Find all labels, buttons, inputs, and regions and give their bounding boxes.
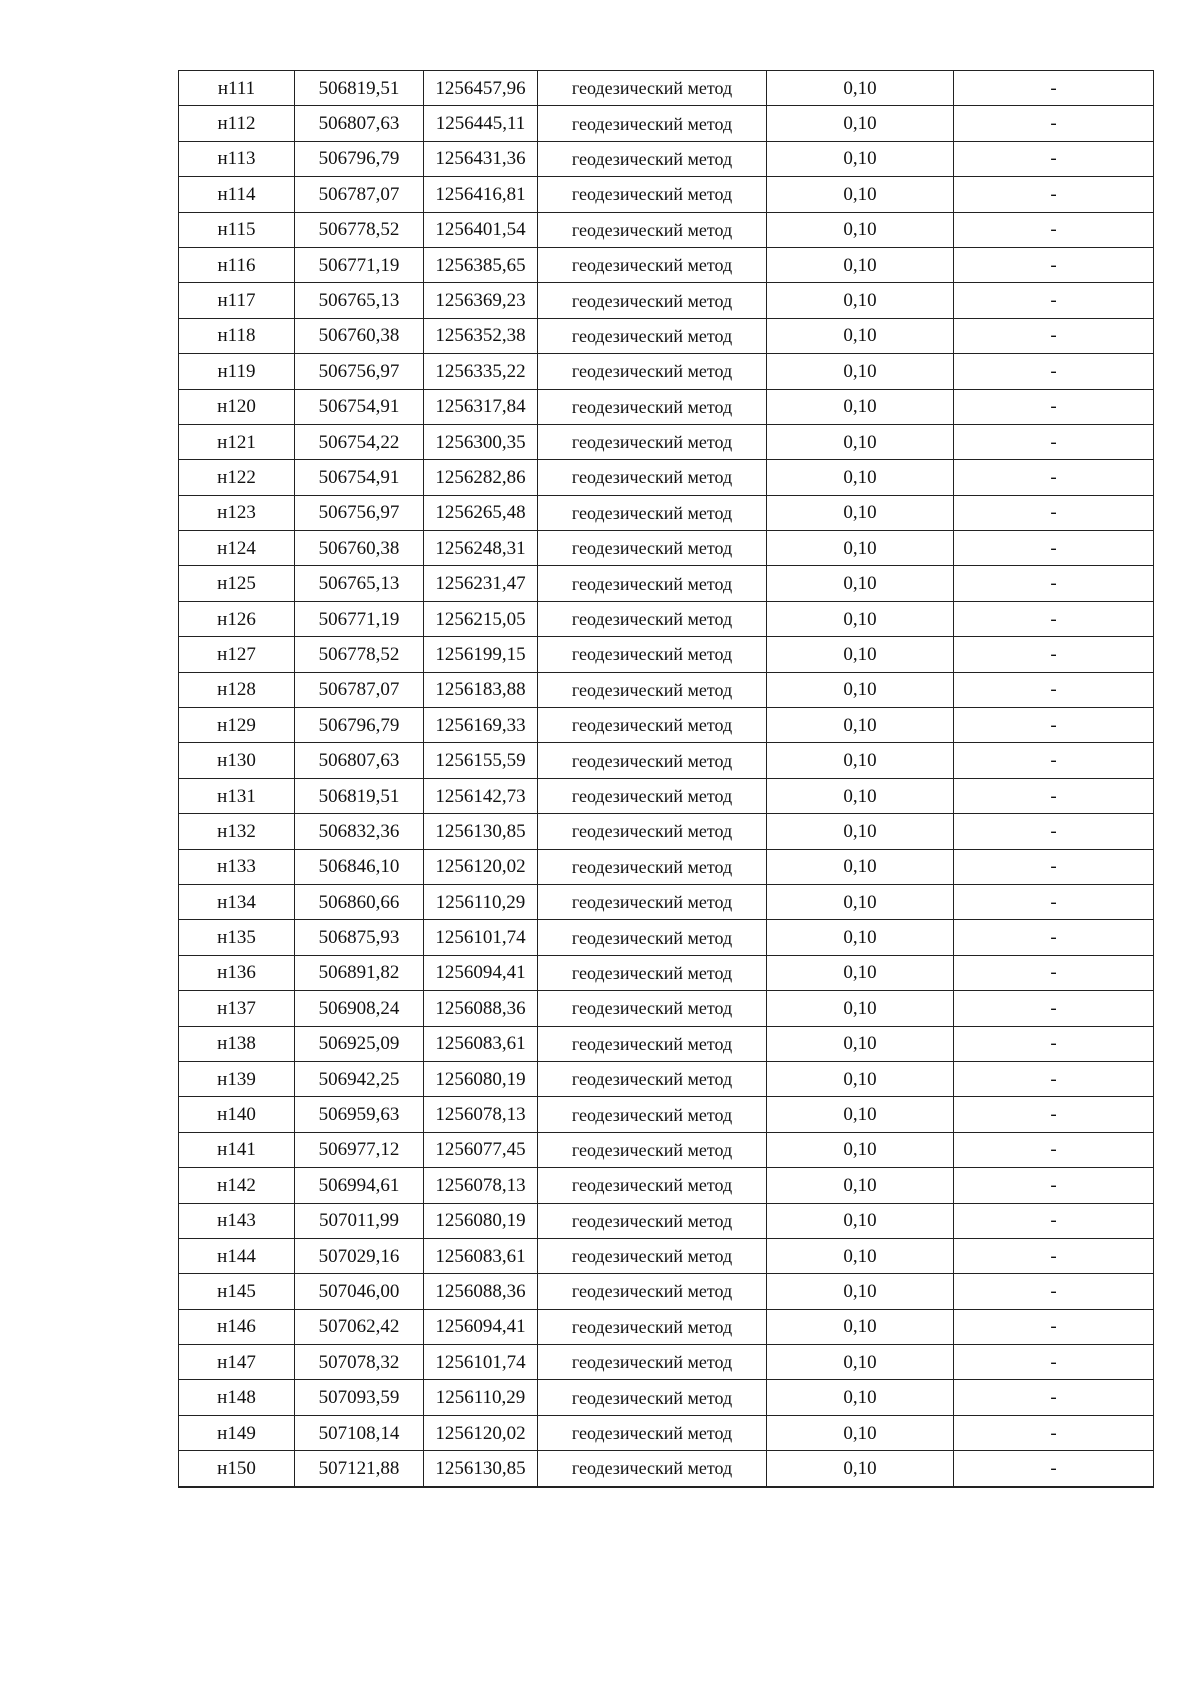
y-coordinate-cell: 1256215,05 <box>424 601 538 636</box>
x-coordinate-cell: 506959,63 <box>295 1097 424 1132</box>
point-number-cell: н119 <box>179 354 295 389</box>
method-cell: геодезический метод <box>538 1415 767 1450</box>
y-coordinate-cell: 1256231,47 <box>424 566 538 601</box>
table-row <box>179 1451 1154 1487</box>
method-cell: геодезический метод <box>538 283 767 318</box>
x-coordinate-cell: 507093,59 <box>295 1380 424 1415</box>
point-number-cell: н147 <box>179 1345 295 1380</box>
note-cell: - <box>954 814 1154 849</box>
point-number-cell: н142 <box>179 1168 295 1203</box>
x-coordinate-cell: 506807,63 <box>295 106 424 141</box>
method-cell: геодезический метод <box>538 1203 767 1238</box>
table-row <box>179 495 1154 530</box>
y-coordinate-cell: 1256088,36 <box>424 1274 538 1309</box>
x-coordinate-cell: 507011,99 <box>295 1203 424 1238</box>
point-number-cell: н116 <box>179 247 295 282</box>
x-coordinate-cell: 507062,42 <box>295 1309 424 1344</box>
note-cell: - <box>954 637 1154 672</box>
y-coordinate-cell: 1256101,74 <box>424 920 538 955</box>
point-number-cell: н145 <box>179 1274 295 1309</box>
accuracy-cell: 0,10 <box>767 1274 954 1309</box>
accuracy-cell: 0,10 <box>767 106 954 141</box>
y-coordinate-cell: 1256431,36 <box>424 141 538 176</box>
x-coordinate-cell: 506819,51 <box>295 778 424 813</box>
point-number-cell: н121 <box>179 424 295 459</box>
point-number-cell: н128 <box>179 672 295 707</box>
point-number-cell: н122 <box>179 460 295 495</box>
x-coordinate-cell: 506860,66 <box>295 884 424 919</box>
accuracy-cell: 0,10 <box>767 1451 954 1487</box>
note-cell: - <box>954 991 1154 1026</box>
point-number-cell: н132 <box>179 814 295 849</box>
note-cell: - <box>954 1238 1154 1273</box>
y-coordinate-cell: 1256094,41 <box>424 1309 538 1344</box>
x-coordinate-cell: 507108,14 <box>295 1415 424 1450</box>
note-cell: - <box>954 849 1154 884</box>
point-number-cell: н126 <box>179 601 295 636</box>
table-row <box>179 531 1154 566</box>
note-cell: - <box>954 566 1154 601</box>
accuracy-cell: 0,10 <box>767 389 954 424</box>
coordinates-table <box>178 70 1154 1488</box>
y-coordinate-cell: 1256335,22 <box>424 354 538 389</box>
method-cell: геодезический метод <box>538 212 767 247</box>
note-cell: - <box>954 318 1154 353</box>
y-coordinate-cell: 1256110,29 <box>424 1380 538 1415</box>
accuracy-cell: 0,10 <box>767 531 954 566</box>
x-coordinate-cell: 506807,63 <box>295 743 424 778</box>
point-number-cell: н130 <box>179 743 295 778</box>
accuracy-cell: 0,10 <box>767 1132 954 1167</box>
method-cell: геодезический метод <box>538 460 767 495</box>
note-cell: - <box>954 1168 1154 1203</box>
method-cell: геодезический метод <box>538 1309 767 1344</box>
accuracy-cell: 0,10 <box>767 672 954 707</box>
method-cell: геодезический метод <box>538 1274 767 1309</box>
y-coordinate-cell: 1256183,88 <box>424 672 538 707</box>
accuracy-cell: 0,10 <box>767 601 954 636</box>
method-cell: геодезический метод <box>538 601 767 636</box>
accuracy-cell: 0,10 <box>767 1026 954 1061</box>
note-cell: - <box>954 460 1154 495</box>
table-row <box>179 743 1154 778</box>
x-coordinate-cell: 506760,38 <box>295 531 424 566</box>
method-cell: геодезический метод <box>538 1132 767 1167</box>
method-cell: геодезический метод <box>538 1238 767 1273</box>
accuracy-cell: 0,10 <box>767 637 954 672</box>
note-cell: - <box>954 1451 1154 1487</box>
x-coordinate-cell: 506778,52 <box>295 212 424 247</box>
table-body <box>179 71 1154 1487</box>
x-coordinate-cell: 506787,07 <box>295 177 424 212</box>
accuracy-cell: 0,10 <box>767 141 954 176</box>
table-row <box>179 177 1154 212</box>
point-number-cell: н111 <box>179 71 295 106</box>
note-cell: - <box>954 495 1154 530</box>
note-cell: - <box>954 601 1154 636</box>
y-coordinate-cell: 1256088,36 <box>424 991 538 1026</box>
method-cell: геодезический метод <box>538 672 767 707</box>
method-cell: геодезический метод <box>538 1380 767 1415</box>
y-coordinate-cell: 1256130,85 <box>424 814 538 849</box>
note-cell: - <box>954 778 1154 813</box>
accuracy-cell: 0,10 <box>767 212 954 247</box>
x-coordinate-cell: 506891,82 <box>295 955 424 990</box>
table-row <box>179 672 1154 707</box>
point-number-cell: н135 <box>179 920 295 955</box>
table-row <box>179 283 1154 318</box>
method-cell: геодезический метод <box>538 1451 767 1487</box>
point-number-cell: н134 <box>179 884 295 919</box>
table-row <box>179 1274 1154 1309</box>
accuracy-cell: 0,10 <box>767 424 954 459</box>
y-coordinate-cell: 1256080,19 <box>424 1061 538 1096</box>
accuracy-cell: 0,10 <box>767 318 954 353</box>
x-coordinate-cell: 506908,24 <box>295 991 424 1026</box>
table-row <box>179 849 1154 884</box>
method-cell: геодезический метод <box>538 743 767 778</box>
y-coordinate-cell: 1256120,02 <box>424 849 538 884</box>
table-row <box>179 814 1154 849</box>
table-row <box>179 1309 1154 1344</box>
x-coordinate-cell: 506754,91 <box>295 389 424 424</box>
y-coordinate-cell: 1256083,61 <box>424 1238 538 1273</box>
x-coordinate-cell: 506778,52 <box>295 637 424 672</box>
x-coordinate-cell: 507078,32 <box>295 1345 424 1380</box>
note-cell: - <box>954 212 1154 247</box>
point-number-cell: н120 <box>179 389 295 424</box>
x-coordinate-cell: 506754,22 <box>295 424 424 459</box>
y-coordinate-cell: 1256416,81 <box>424 177 538 212</box>
x-coordinate-cell: 506771,19 <box>295 247 424 282</box>
note-cell: - <box>954 531 1154 566</box>
method-cell: геодезический метод <box>538 814 767 849</box>
note-cell: - <box>954 247 1154 282</box>
accuracy-cell: 0,10 <box>767 1168 954 1203</box>
x-coordinate-cell: 506765,13 <box>295 283 424 318</box>
y-coordinate-cell: 1256110,29 <box>424 884 538 919</box>
method-cell: геодезический метод <box>538 884 767 919</box>
x-coordinate-cell: 506819,51 <box>295 71 424 106</box>
table-row <box>179 884 1154 919</box>
table-row <box>179 247 1154 282</box>
note-cell: - <box>954 177 1154 212</box>
table-row <box>179 1345 1154 1380</box>
accuracy-cell: 0,10 <box>767 566 954 601</box>
x-coordinate-cell: 506771,19 <box>295 601 424 636</box>
x-coordinate-cell: 506977,12 <box>295 1132 424 1167</box>
note-cell: - <box>954 884 1154 919</box>
x-coordinate-cell: 506796,79 <box>295 141 424 176</box>
point-number-cell: н124 <box>179 531 295 566</box>
note-cell: - <box>954 1097 1154 1132</box>
method-cell: геодезический метод <box>538 247 767 282</box>
table-row <box>179 141 1154 176</box>
method-cell: геодезический метод <box>538 177 767 212</box>
note-cell: - <box>954 672 1154 707</box>
y-coordinate-cell: 1256199,15 <box>424 637 538 672</box>
point-number-cell: н139 <box>179 1061 295 1096</box>
point-number-cell: н117 <box>179 283 295 318</box>
y-coordinate-cell: 1256445,11 <box>424 106 538 141</box>
accuracy-cell: 0,10 <box>767 177 954 212</box>
note-cell: - <box>954 1415 1154 1450</box>
x-coordinate-cell: 507029,16 <box>295 1238 424 1273</box>
accuracy-cell: 0,10 <box>767 460 954 495</box>
note-cell: - <box>954 106 1154 141</box>
method-cell: геодезический метод <box>538 955 767 990</box>
y-coordinate-cell: 1256155,59 <box>424 743 538 778</box>
x-coordinate-cell: 506925,09 <box>295 1026 424 1061</box>
table-row <box>179 424 1154 459</box>
note-cell: - <box>954 1274 1154 1309</box>
method-cell: геодезический метод <box>538 708 767 743</box>
x-coordinate-cell: 506942,25 <box>295 1061 424 1096</box>
point-number-cell: н143 <box>179 1203 295 1238</box>
table-row <box>179 460 1154 495</box>
note-cell: - <box>954 354 1154 389</box>
note-cell: - <box>954 708 1154 743</box>
accuracy-cell: 0,10 <box>767 283 954 318</box>
accuracy-cell: 0,10 <box>767 247 954 282</box>
note-cell: - <box>954 955 1154 990</box>
method-cell: геодезический метод <box>538 1061 767 1096</box>
note-cell: - <box>954 1309 1154 1344</box>
y-coordinate-cell: 1256101,74 <box>424 1345 538 1380</box>
accuracy-cell: 0,10 <box>767 1238 954 1273</box>
table-row <box>179 601 1154 636</box>
accuracy-cell: 0,10 <box>767 1097 954 1132</box>
point-number-cell: н138 <box>179 1026 295 1061</box>
y-coordinate-cell: 1256248,31 <box>424 531 538 566</box>
x-coordinate-cell: 506765,13 <box>295 566 424 601</box>
table-row <box>179 566 1154 601</box>
y-coordinate-cell: 1256265,48 <box>424 495 538 530</box>
point-number-cell: н127 <box>179 637 295 672</box>
table-row <box>179 1203 1154 1238</box>
method-cell: геодезический метод <box>538 637 767 672</box>
y-coordinate-cell: 1256130,85 <box>424 1451 538 1487</box>
note-cell: - <box>954 141 1154 176</box>
table-row <box>179 71 1154 106</box>
method-cell: геодезический метод <box>538 1026 767 1061</box>
x-coordinate-cell: 507046,00 <box>295 1274 424 1309</box>
table-row <box>179 354 1154 389</box>
accuracy-cell: 0,10 <box>767 1380 954 1415</box>
point-number-cell: н129 <box>179 708 295 743</box>
x-coordinate-cell: 506796,79 <box>295 708 424 743</box>
accuracy-cell: 0,10 <box>767 743 954 778</box>
note-cell: - <box>954 1203 1154 1238</box>
note-cell: - <box>954 71 1154 106</box>
method-cell: геодезический метод <box>538 566 767 601</box>
point-number-cell: н140 <box>179 1097 295 1132</box>
y-coordinate-cell: 1256094,41 <box>424 955 538 990</box>
point-number-cell: н136 <box>179 955 295 990</box>
method-cell: геодезический метод <box>538 71 767 106</box>
point-number-cell: н149 <box>179 1415 295 1450</box>
accuracy-cell: 0,10 <box>767 1061 954 1096</box>
method-cell: геодезический метод <box>538 1168 767 1203</box>
table-row <box>179 212 1154 247</box>
y-coordinate-cell: 1256169,33 <box>424 708 538 743</box>
point-number-cell: н113 <box>179 141 295 176</box>
x-coordinate-cell: 506756,97 <box>295 495 424 530</box>
accuracy-cell: 0,10 <box>767 920 954 955</box>
y-coordinate-cell: 1256077,45 <box>424 1132 538 1167</box>
table-row <box>179 1132 1154 1167</box>
y-coordinate-cell: 1256317,84 <box>424 389 538 424</box>
method-cell: геодезический метод <box>538 778 767 813</box>
y-coordinate-cell: 1256457,96 <box>424 71 538 106</box>
y-coordinate-cell: 1256078,13 <box>424 1168 538 1203</box>
y-coordinate-cell: 1256142,73 <box>424 778 538 813</box>
y-coordinate-cell: 1256385,65 <box>424 247 538 282</box>
accuracy-cell: 0,10 <box>767 814 954 849</box>
x-coordinate-cell: 506875,93 <box>295 920 424 955</box>
accuracy-cell: 0,10 <box>767 1309 954 1344</box>
note-cell: - <box>954 389 1154 424</box>
table-row <box>179 1061 1154 1096</box>
table-row <box>179 708 1154 743</box>
y-coordinate-cell: 1256078,13 <box>424 1097 538 1132</box>
accuracy-cell: 0,10 <box>767 991 954 1026</box>
table-row <box>179 389 1154 424</box>
note-cell: - <box>954 424 1154 459</box>
note-cell: - <box>954 920 1154 955</box>
method-cell: геодезический метод <box>538 920 767 955</box>
x-coordinate-cell: 506754,91 <box>295 460 424 495</box>
x-coordinate-cell: 507121,88 <box>295 1451 424 1487</box>
point-number-cell: н141 <box>179 1132 295 1167</box>
note-cell: - <box>954 1380 1154 1415</box>
table-row <box>179 920 1154 955</box>
y-coordinate-cell: 1256401,54 <box>424 212 538 247</box>
y-coordinate-cell: 1256352,38 <box>424 318 538 353</box>
accuracy-cell: 0,10 <box>767 495 954 530</box>
x-coordinate-cell: 506787,07 <box>295 672 424 707</box>
accuracy-cell: 0,10 <box>767 884 954 919</box>
accuracy-cell: 0,10 <box>767 354 954 389</box>
accuracy-cell: 0,10 <box>767 1345 954 1380</box>
note-cell: - <box>954 1061 1154 1096</box>
point-number-cell: н114 <box>179 177 295 212</box>
table-row <box>179 637 1154 672</box>
accuracy-cell: 0,10 <box>767 1415 954 1450</box>
point-number-cell: н148 <box>179 1380 295 1415</box>
accuracy-cell: 0,10 <box>767 708 954 743</box>
table-row <box>179 1168 1154 1203</box>
method-cell: геодезический метод <box>538 141 767 176</box>
x-coordinate-cell: 506994,61 <box>295 1168 424 1203</box>
table-row <box>179 318 1154 353</box>
point-number-cell: н146 <box>179 1309 295 1344</box>
x-coordinate-cell: 506756,97 <box>295 354 424 389</box>
accuracy-cell: 0,10 <box>767 71 954 106</box>
method-cell: геодезический метод <box>538 1345 767 1380</box>
method-cell: геодезический метод <box>538 354 767 389</box>
note-cell: - <box>954 1026 1154 1061</box>
table-row <box>179 955 1154 990</box>
point-number-cell: н123 <box>179 495 295 530</box>
point-number-cell: н137 <box>179 991 295 1026</box>
method-cell: геодезический метод <box>538 318 767 353</box>
y-coordinate-cell: 1256080,19 <box>424 1203 538 1238</box>
table-row <box>179 1380 1154 1415</box>
method-cell: геодезический метод <box>538 991 767 1026</box>
method-cell: геодезический метод <box>538 495 767 530</box>
table-row <box>179 1415 1154 1450</box>
table-row <box>179 1238 1154 1273</box>
method-cell: геодезический метод <box>538 106 767 141</box>
point-number-cell: н133 <box>179 849 295 884</box>
x-coordinate-cell: 506760,38 <box>295 318 424 353</box>
table-row <box>179 106 1154 141</box>
table-row <box>179 1026 1154 1061</box>
note-cell: - <box>954 1132 1154 1167</box>
method-cell: геодезический метод <box>538 849 767 884</box>
point-number-cell: н118 <box>179 318 295 353</box>
method-cell: геодезический метод <box>538 389 767 424</box>
accuracy-cell: 0,10 <box>767 955 954 990</box>
table-row <box>179 991 1154 1026</box>
table-row <box>179 778 1154 813</box>
accuracy-cell: 0,10 <box>767 1203 954 1238</box>
y-coordinate-cell: 1256300,35 <box>424 424 538 459</box>
point-number-cell: н115 <box>179 212 295 247</box>
y-coordinate-cell: 1256120,02 <box>424 1415 538 1450</box>
point-number-cell: н112 <box>179 106 295 141</box>
accuracy-cell: 0,10 <box>767 849 954 884</box>
point-number-cell: н144 <box>179 1238 295 1273</box>
method-cell: геодезический метод <box>538 531 767 566</box>
x-coordinate-cell: 506832,36 <box>295 814 424 849</box>
method-cell: геодезический метод <box>538 1097 767 1132</box>
x-coordinate-cell: 506846,10 <box>295 849 424 884</box>
method-cell: геодезический метод <box>538 424 767 459</box>
point-number-cell: н131 <box>179 778 295 813</box>
point-number-cell: н150 <box>179 1451 295 1487</box>
point-number-cell: н125 <box>179 566 295 601</box>
accuracy-cell: 0,10 <box>767 778 954 813</box>
table-row <box>179 1097 1154 1132</box>
y-coordinate-cell: 1256083,61 <box>424 1026 538 1061</box>
note-cell: - <box>954 743 1154 778</box>
y-coordinate-cell: 1256282,86 <box>424 460 538 495</box>
note-cell: - <box>954 1345 1154 1380</box>
y-coordinate-cell: 1256369,23 <box>424 283 538 318</box>
note-cell: - <box>954 283 1154 318</box>
